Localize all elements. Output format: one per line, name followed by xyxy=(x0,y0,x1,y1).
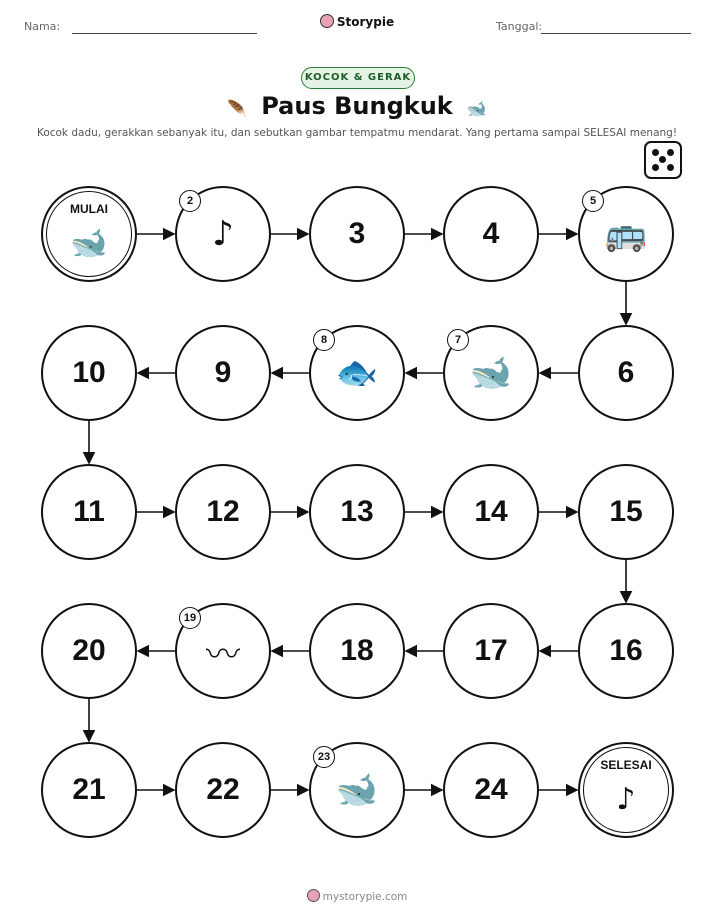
board-space-picture xyxy=(309,325,405,421)
space-number-badge: 23 xyxy=(313,746,335,768)
board-space xyxy=(41,464,137,560)
footer xyxy=(0,889,714,903)
space-number: 6 xyxy=(617,356,635,389)
board-space xyxy=(578,603,674,699)
board-space xyxy=(578,464,674,560)
board-space xyxy=(309,186,405,282)
board-space xyxy=(578,325,674,421)
title-text: Paus Bungkuk xyxy=(261,92,453,120)
board-space-picture xyxy=(309,742,405,838)
brand-name: Storypie xyxy=(336,15,395,29)
board-space-picture xyxy=(578,186,674,282)
bus-icon: 🚌 xyxy=(604,214,648,254)
space-number: 3 xyxy=(348,217,366,250)
start-space xyxy=(41,186,137,282)
board-space xyxy=(175,464,271,560)
name-label: Nama: xyxy=(24,20,61,33)
space-number: 13 xyxy=(340,495,374,528)
music-note-icon: ♪ xyxy=(616,781,636,817)
board-space xyxy=(443,464,539,560)
space-number-badge: 2 xyxy=(179,190,201,212)
space-number: 10 xyxy=(72,356,106,389)
whale-icon: 🐋 xyxy=(469,353,513,393)
space-number-badge: 7 xyxy=(447,329,469,351)
board-space-picture xyxy=(175,603,271,699)
space-number: 16 xyxy=(609,634,643,667)
board-space xyxy=(443,742,539,838)
space-number-badge: 5 xyxy=(582,190,604,212)
music-note-icon: ♪ xyxy=(212,214,234,254)
board-space xyxy=(443,186,539,282)
footer-url: mystorypie.com xyxy=(322,891,408,903)
board-space xyxy=(443,603,539,699)
board-space xyxy=(309,603,405,699)
space-number: 20 xyxy=(72,634,106,667)
space-number: 9 xyxy=(214,356,232,389)
space-number: 14 xyxy=(474,495,508,528)
finish-space xyxy=(578,742,674,838)
game-type-badge: KOCOK & GERAK xyxy=(301,67,415,89)
space-number: 18 xyxy=(340,634,374,667)
instructions: Kocok dadu, gerakkan sebanyak itu, dan sebutkan gambar tempatmu mendarat. Yang pertama sampai SELESAI menang! xyxy=(36,127,678,139)
board-space-picture xyxy=(175,186,271,282)
board-space-picture xyxy=(443,325,539,421)
board-space xyxy=(175,742,271,838)
board-space xyxy=(41,603,137,699)
title-left-icon: 🪶 xyxy=(227,99,248,118)
space-number-badge: 8 xyxy=(313,329,335,351)
board-space xyxy=(41,325,137,421)
space-number: 22 xyxy=(206,773,240,806)
board-space xyxy=(309,464,405,560)
space-number: 24 xyxy=(474,773,508,806)
storypie-bear-icon xyxy=(307,889,320,902)
space-label: MULAI xyxy=(70,202,108,216)
whale-fin-icon: 🐋 xyxy=(335,770,379,810)
space-number: 11 xyxy=(73,495,105,528)
space-label: SELESAI xyxy=(600,758,652,772)
board-space xyxy=(41,742,137,838)
date-label: Tanggal: xyxy=(496,20,543,33)
wave-icon: 〰 xyxy=(206,634,240,675)
space-number: 17 xyxy=(474,634,508,667)
title-right-icon: 🐋 xyxy=(466,99,487,118)
space-number: 12 xyxy=(206,495,240,528)
space-number: 21 xyxy=(72,773,106,806)
space-number: 15 xyxy=(609,495,643,528)
space-number: 4 xyxy=(482,217,500,250)
board-space xyxy=(175,325,271,421)
space-number-badge: 19 xyxy=(179,607,201,629)
whale-fin-icon: 🐋 xyxy=(70,225,108,261)
fish-school-icon: 🐟 xyxy=(335,353,379,393)
